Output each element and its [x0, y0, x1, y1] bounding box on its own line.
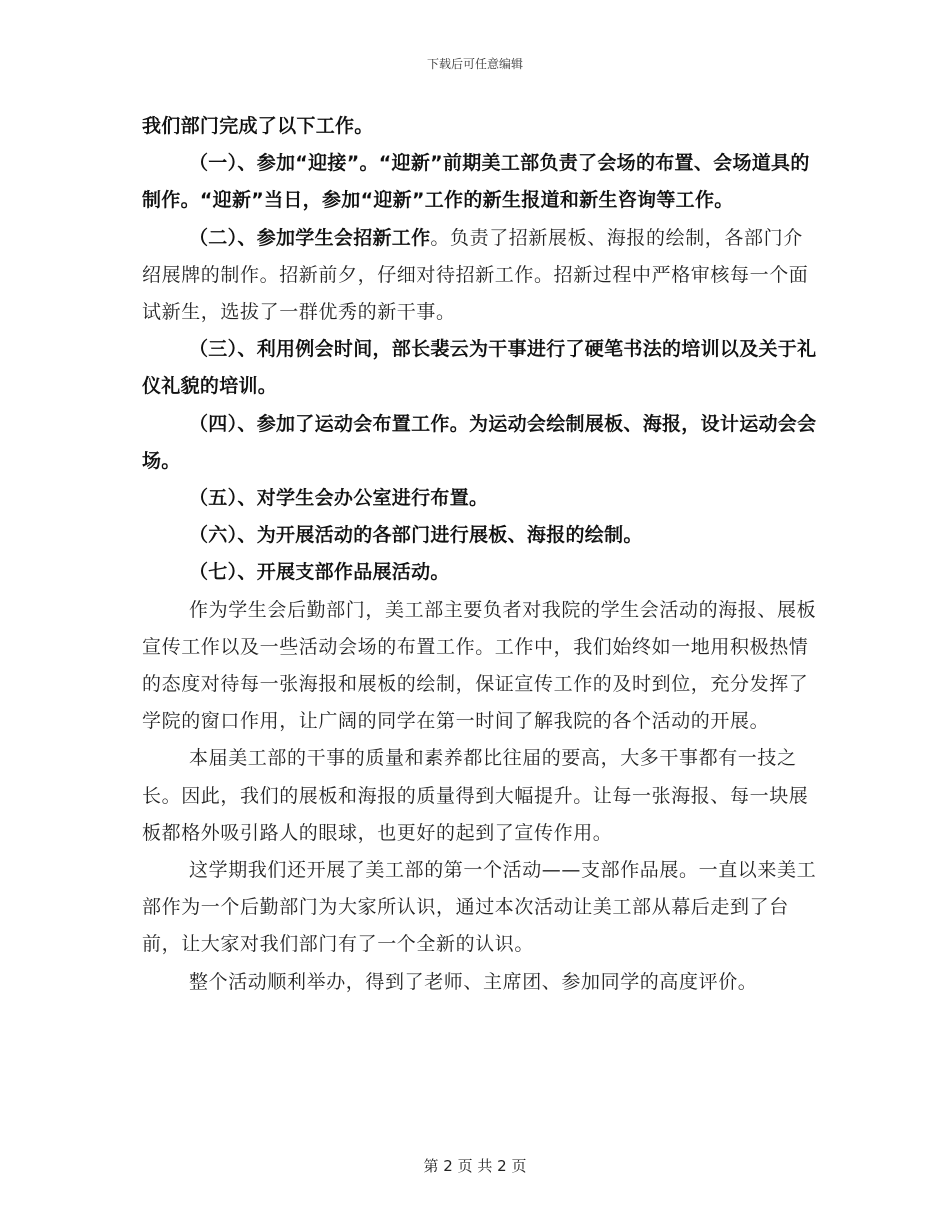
paragraph-item-7: （七）、开展支部作品展活动。 — [189, 561, 450, 584]
paragraph-intro: 我们部门完成了以下工作。 — [142, 115, 374, 137]
paragraph-quality: 本届美工部的干事的质量和素养都比往届的要高，大多干事都有一技之长。因此，我们的展板和海报的质量得到大幅提升。让每一张海报、每一块展板都格外吸引路人的眼球，也更好的起到了宣传作用。 — [142, 747, 809, 844]
item-2-text: 。负责了招新展板、海报的绘制，各部门介绍展牌的制作。招新前夕，仔细对待招新工作。招新过程中严格审核每一个面试新生，选拔了一群优秀的新干事。 — [142, 226, 809, 324]
paragraph-item-1: （一）、参加“迎接”。“迎新”前期美工部负责了会场的布置、会场道具的制作。“迎新”当日，参加“迎新”工作的新生报道和新生咨询等工作。 — [142, 152, 810, 212]
paragraph-role: 作为学生会后勤部门，美工部主要负者对我院的学生会活动的海报、展板宣传工作以及一些活动会场的布置工作。工作中，我们始终如一地用积极热情的态度对待每一张海报和展板的绘制，保证宣传工作的及时到位，充分发挥了学院的窗口作用，让广阔的同学在第一时间了解我院的各个活动的开展。 — [142, 598, 817, 733]
paragraph-item-4: （四）、参加了运动会布置工作。为运动会绘制展板、海报，设计运动会会场。 — [142, 412, 817, 472]
paragraph-item-3: （三）、利用例会时间，部长裴云为干事进行了硬笔书法的培训以及关于礼仪礼貌的培训。 — [142, 338, 817, 398]
paragraph-activity: 这学期我们还开展了美工部的第一个活动——支部作品展。一直以来美工部作为一个后勤部门为大家所认识，通过本次活动让美工部从幕后走到了台前，让大家对我们部门有了一个全新的认识。 — [142, 859, 817, 956]
paragraph-item-6: （六）、为开展活动的各部门进行展板、海报的绘制。 — [189, 524, 643, 547]
item-2-heading: （二）、参加学生会招新工作 — [189, 226, 431, 249]
paragraph-item-2 — [142, 220, 818, 332]
document-body — [142, 108, 818, 1001]
page-footer: 第 2 页 共 2 页 — [423, 1157, 527, 1175]
paragraph-item-5: （五）、对学生会办公室进行布置。 — [189, 487, 489, 510]
header-note: 下载后可任意编辑 — [426, 57, 523, 71]
paragraph-conclusion: 整个活动顺利举办，得到了老师、主席团、参加同学的高度评价。 — [189, 970, 758, 993]
